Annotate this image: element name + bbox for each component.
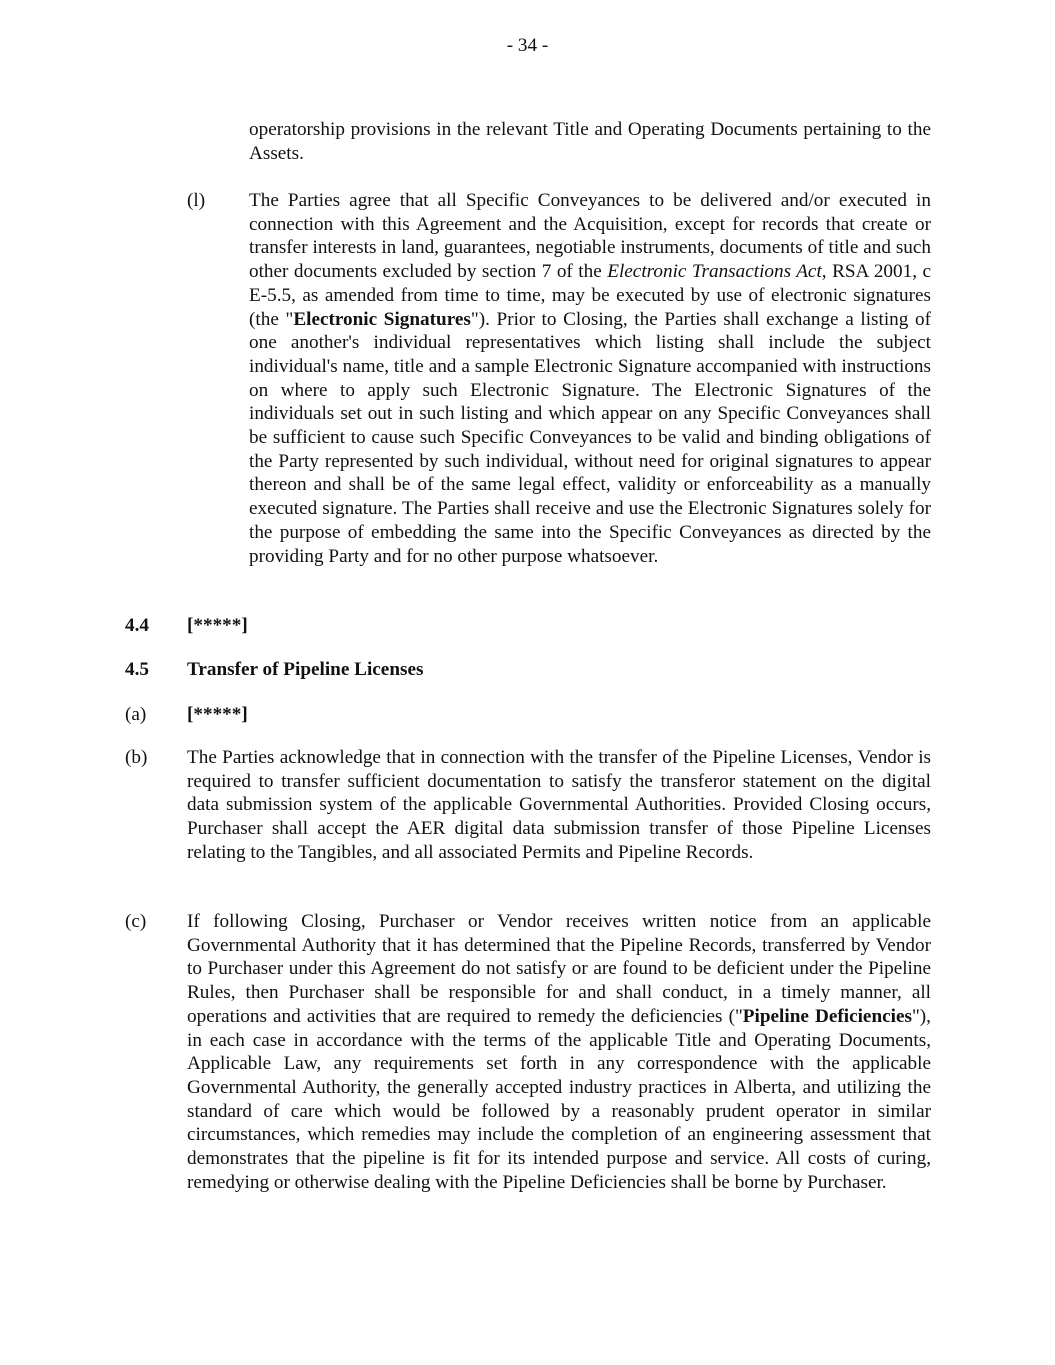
- continuation-text: operatorship provisions in the relevant Title and Operating Documents pertaining to the Assets.: [249, 119, 931, 164]
- section-4-5-title: Transfer of Pipeline Licenses: [187, 659, 424, 680]
- clause-c-text-1: If following Closing, Purchaser or Vendor receives written notice from an applicable Governmental Authority that it has determined that the Pipeline Records, transferred by Vendor to Purchaser under this Agreement do not satisfy or are found to be deficient under the Pipeline Rules, then Purchaser shall be responsible for and shall conduct, in a timely manner, all operations and activities that are required to remedy the deficiencies (": [187, 911, 931, 1027]
- clause-c-paragraph: [187, 910, 931, 1194]
- clause-b-paragraph: [187, 746, 931, 865]
- clause-l-text-2: , RSA 2001, c E-5.5, as amended from time to time, may be executed by use of electronic signatures (the ": [249, 261, 931, 330]
- section-4-4-title: [*****]: [187, 615, 248, 636]
- clause-c-text-2: "), in each case in accordance with the terms of the applicable Title and Operating Documents, Applicable Law, any requirements set forth in any correspondence with the applicable Governmental Authority, the generally accepted industry practices in Alberta, and utilizing the standard of care which would be followed by a reasonably prudent operator in similar circumstances, which remedies may include the completion of an engineering assessment that demonstrates that the pipeline is fit for its intended purpose and service. All costs of curing, remedying or otherwise dealing with the Pipeline Deficiencies shall be borne by Purchaser.: [187, 1005, 931, 1193]
- section-4-5-number: 4.5: [125, 659, 149, 680]
- clause-a-label: (a): [125, 704, 147, 725]
- continuation-paragraph: [249, 118, 931, 165]
- clause-l-act-name: Electronic Transactions Act: [607, 261, 822, 283]
- clause-l-paragraph: [249, 189, 931, 568]
- clause-b-label: (b): [125, 747, 148, 768]
- clause-a-text: [*****]: [187, 704, 248, 725]
- page-number: - 34 -: [506, 35, 549, 56]
- clause-l-label: (l): [187, 190, 206, 211]
- clause-b-text: The Parties acknowledge that in connection with the transfer of the Pipeline Licenses, Vendor is required to transfer sufficient documentation to satisfy the transferor statement on the digital data submission system of the applicable Governmental Authorities. Provided Closing occurs, Purchaser shall accept the AER digital data submission transfer of those Pipeline Licenses relating to the Tangibles, and all associated Permits and Pipeline Records.: [187, 747, 931, 863]
- clause-c-defined-term: Pipeline Deficiencies: [742, 1005, 912, 1027]
- clause-l-text-1: The Parties agree that all Specific Conveyances to be delivered and/or executed in connection with this Agreement and the Acquisition, except for records that create or transfer interests in land, guarantees, negotiable instruments, documents of title and such other documents excluded by section 7 of the: [249, 190, 931, 283]
- clause-c-label: (c): [125, 911, 147, 932]
- clause-l-text-3: "). Prior to Closing, the Parties shall exchange a listing of one another's individual representatives which listing shall include the subject individual's name, title and a sample Electronic Signature accompanied with instructions on where to apply such Electronic Signature. The Electronic Signatures of the individuals set out in such listing and which appear on any Specific Conveyances shall be sufficient to cause such Specific Conveyances to be valid and binding obligations of the Party represented by such individual, without need for original signatures to appear thereon and shall be of the same legal effect, validity or enforceability as a manually executed signature. The Parties shall receive and use the Electronic Signatures solely for the purpose of embedding the same into the Specific Conveyances as directed by the providing Party and for no other purpose whatsoever.: [249, 308, 931, 567]
- clause-l-defined-term: Electronic Signatures: [293, 308, 471, 330]
- section-4-4-number: 4.4: [125, 615, 149, 636]
